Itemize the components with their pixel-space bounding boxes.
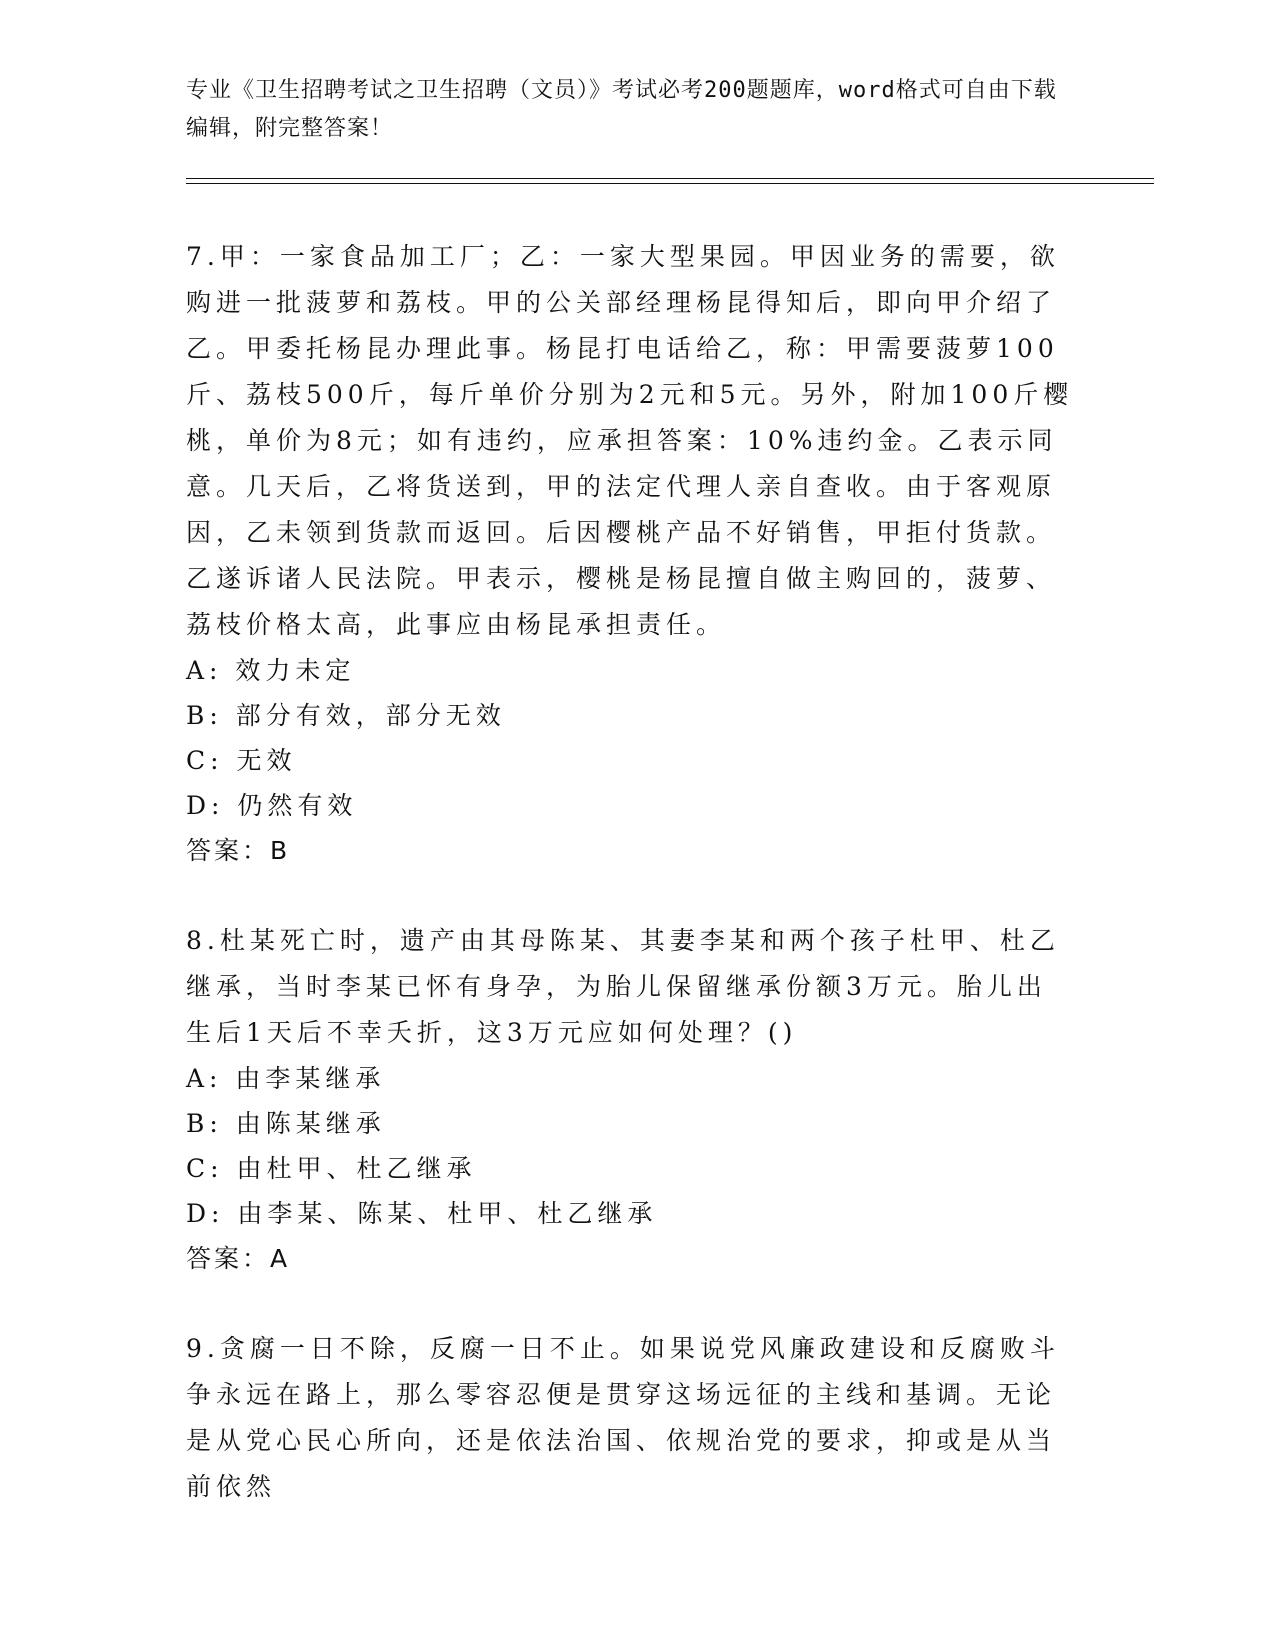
- option-c: C: 由杜甲、杜乙继承: [186, 1154, 477, 1183]
- question-stem: 7.甲：一家食品加工厂；乙：一家大型果园。甲因业务的需要，欲购进一批菠萝和荔枝。甲的公关部经理杨昆得知后，即向甲介绍了乙。甲委托杨昆办理此事。杨昆打电话给乙，称：甲需要菠萝100斤、荔枝500斤，每斤单价分别为2元和5元。另外，附加100斤樱桃，单价为8元；如有违约，应承担答案：10%违约金。乙表示同意。几天后，乙将货送到，甲的法定代理人亲自查收。由于客观原因，乙未领到货款而返回。后因樱桃产品不好销售，甲拒付货款。乙遂诉诸人民法院。甲表示，樱桃是杨昆擅自做主购回的，菠萝、荔枝价格太高，此事应由杨昆承担责任。: [186, 242, 1074, 639]
- option-d: D: 仍然有效: [186, 791, 358, 820]
- option-c: C: 无效: [186, 746, 297, 775]
- question-list: [186, 234, 1076, 1554]
- question-7: [186, 234, 1076, 874]
- question-stem: 9.贪腐一日不除，反腐一日不止。如果说党风廉政建设和反腐败斗争永远在路上，那么零容忍便是贯穿这场远征的主线和基调。无论是从党心民心所向，还是依法治国、依规治党的要求，抑或是从当前依然: [186, 1334, 1060, 1501]
- question-9: [186, 1326, 1076, 1510]
- option-b: B: 部分有效，部分无效: [186, 701, 506, 730]
- document-title: 专业《卫生招聘考试之卫生招聘（文员）》考试必考200题题库，word格式可自由下载编辑，附完整答案！: [186, 78, 1057, 141]
- header-divider-top: [186, 178, 1154, 179]
- answer-line: 答案：B: [186, 836, 291, 865]
- answer-line: 答案：A: [186, 1244, 291, 1273]
- question-stem: 8.杜某死亡时，遗产由其母陈某、其妻李某和两个孩子杜甲、杜乙继承，当时李某已怀有身孕，为胎儿保留继承份额3万元。胎儿出生后1天后不幸夭折，这3万元应如何处理？(): [186, 926, 1060, 1047]
- header-divider-bottom: [186, 183, 1154, 184]
- option-d: D: 由李某、陈某、杜甲、杜乙继承: [186, 1199, 658, 1228]
- document-header: [186, 72, 1066, 148]
- option-b: B: 由陈某继承: [186, 1109, 386, 1138]
- question-8: [186, 918, 1076, 1282]
- option-a: A: 由李某继承: [186, 1064, 386, 1093]
- option-a: A: 效力未定: [186, 656, 356, 685]
